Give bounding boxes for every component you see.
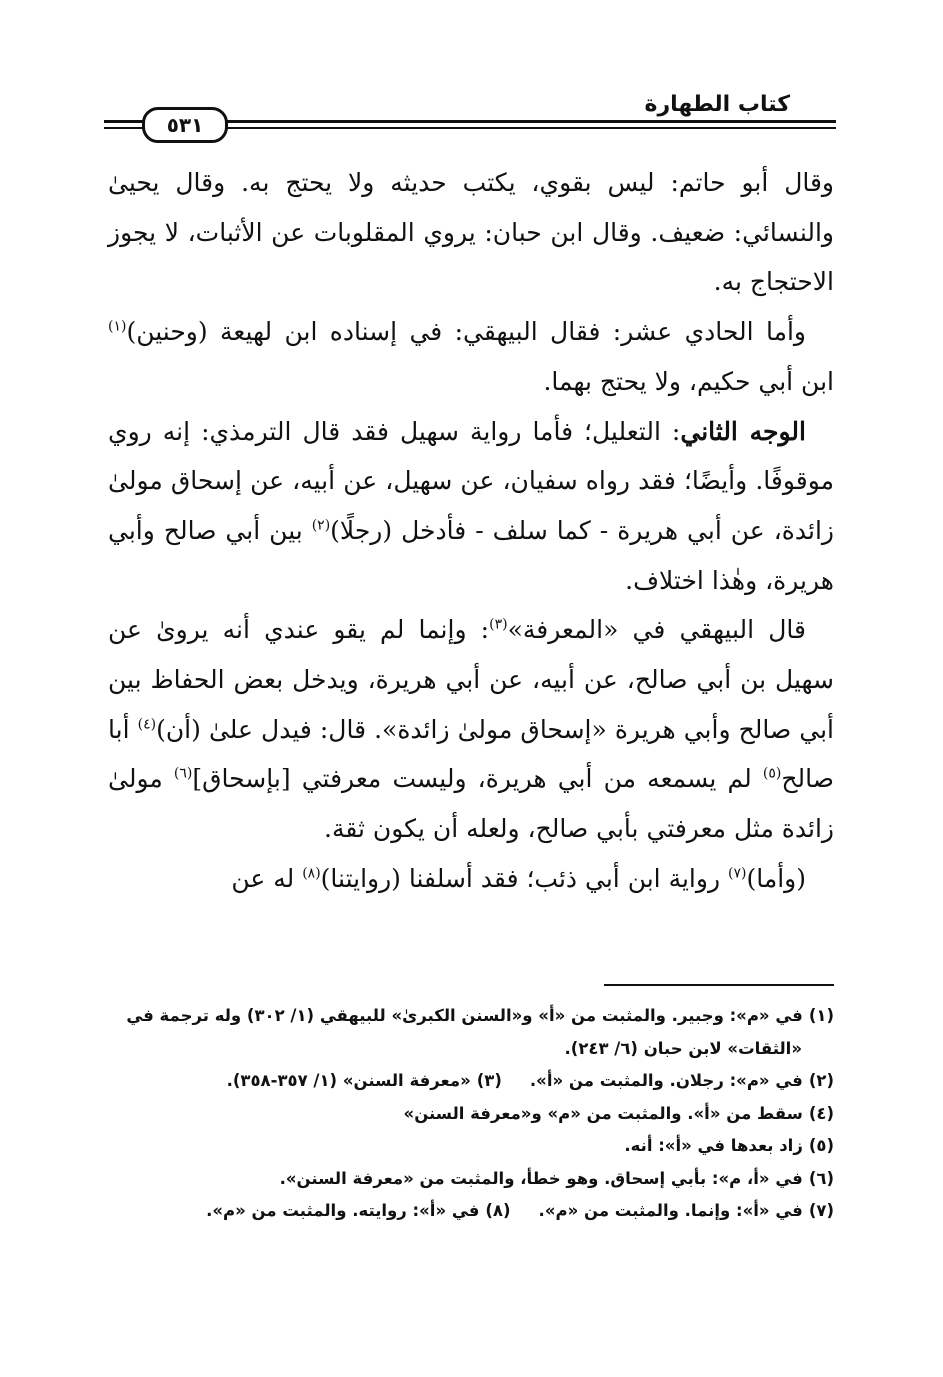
footnote-text: في «م»: وجبير. والمثبت من «أ» و«السنن الكبرىٰ» للبيهقي (١/ ٣٠٢) وله ترجمة في — [126, 1006, 803, 1025]
footnote-separator — [604, 984, 834, 986]
footnote-marker[interactable]: (٦) — [173, 766, 193, 783]
footnote-number: (١) — [808, 1006, 834, 1025]
paragraph-text: قال البيهقي في «المعرفة» — [507, 615, 807, 645]
footnote-text: في «م»: رجلان. والمثبت من «أ». — [529, 1071, 803, 1090]
footnote-number: (٨) — [485, 1201, 511, 1220]
main-text — [108, 158, 834, 904]
paragraph-1 — [108, 158, 834, 307]
footnote-text: في «أ، م»: بأبي إسحاق. وهو خطأ، والمثبت من «معرفة السنن». — [279, 1168, 803, 1188]
paragraph-text: وقال أبو حاتم: ليس بقوي، يكتب حديثه ولا يحتج به. وقال يحيىٰ والنسائي: ضعيف. وقال ابن حبان: يروي المقلوبات عن الأثبات، لا يجوز الاحتجاج به. — [108, 168, 834, 297]
footnote-number: (٢) — [808, 1071, 834, 1090]
footnote-marker[interactable]: (١) — [108, 318, 127, 335]
footnote-marker[interactable]: (٥) — [762, 766, 782, 783]
footnote-marker[interactable]: (٨) — [302, 865, 321, 882]
footnote-number: (٤) — [808, 1103, 834, 1123]
paragraph-text: لم يسمعه من أبي هريرة، وليست معرفتي [بإسحاق] — [192, 764, 763, 794]
paragraph-text: : التعليل؛ فأما رواية سهيل فقد قال الترمذي: إنه روي موقوفًا. وأيضًا؛ فقد رواه سفيان، عن سهيل، عن أبيه، عن إسحاق مولىٰ زائدة، عن أبي هريرة - كما سلف - فأدخل (رجلًا) — [108, 416, 834, 545]
footnote-text: زاد بعدها في «أ»: أنه. — [624, 1136, 803, 1155]
footnote-number: (٥) — [808, 1136, 834, 1155]
paragraph-text: : وإنما لم يقو عندي أنه يرویٰ عن سهيل بن أبي صالح، عن أبيه، عن أبي هريرة، ويدخل بعض الحفاظ بين أبي صالح وأبي هريرة «إسحاق مولىٰ زائدة». قال: فيدل علىٰ (أن) — [108, 615, 834, 744]
footnote-1-continued — [108, 1033, 834, 1066]
footnote-number: (٦) — [808, 1168, 834, 1188]
page-number: ٥٣١ — [142, 107, 228, 143]
footnote-5 — [108, 1130, 834, 1163]
paragraph-3 — [108, 407, 834, 606]
footnote-marker[interactable]: (٤) — [137, 716, 157, 733]
footnote-text: «معرفة السنن» (١/ ٣٥٧-٣٥٨). — [226, 1071, 471, 1090]
paragraph-text: بين أبي صالح وأبي هريرة، وهٰذا اختلاف. — [108, 515, 834, 595]
paragraph-text: مولىٰ زائدة مثل معرفتي بأبي صالح، ولعله أن يكون ثقة. — [108, 764, 834, 844]
footnote-6 — [108, 1163, 834, 1196]
footnote-marker[interactable]: (٧) — [727, 865, 747, 882]
paragraph-text: ابن أبي حكيم، ولا يحتج بهما. — [543, 366, 834, 396]
footnote-text: سقط من «أ». والمثبت من «م» و«معرفة السنن» — [403, 1103, 803, 1123]
footnote-1 — [108, 1000, 834, 1033]
footnote-2-3 — [108, 1065, 834, 1098]
paragraph-text: وأما الحادي عشر: فقال البيهقي: في إسناده ابن لهيعة (وحنين) — [126, 317, 806, 347]
footnote-number: (٣) — [476, 1071, 502, 1090]
paragraph-text: له عن — [231, 863, 303, 893]
footnote-number: (٧) — [808, 1201, 834, 1220]
footnote-text: في «أ»: روايته. والمثبت من «م». — [206, 1201, 480, 1220]
footnotes — [108, 1000, 834, 1228]
footnote-text: في «أ»: وإنما. والمثبت من «م». — [538, 1201, 803, 1220]
footnote-text: «الثقات» لابن حبان (٦/ ٢٤٣). — [564, 1038, 802, 1058]
paragraph-text: رواية ابن أبي ذئب؛ فقد أسلفنا (روايتنا) — [320, 863, 728, 893]
paragraph-text: أبا صالح — [108, 714, 834, 794]
footnote-marker[interactable]: (٣) — [489, 617, 508, 633]
paragraph-2 — [108, 307, 834, 406]
footnote-4 — [108, 1098, 834, 1131]
footnote-marker[interactable]: (٢) — [311, 517, 331, 534]
section-lead: الوجه الثاني — [680, 416, 806, 446]
footnote-7-8 — [108, 1195, 834, 1228]
paragraph-4 — [108, 605, 834, 854]
running-title: كتاب الطهارة — [639, 92, 796, 117]
page-header — [104, 92, 836, 140]
paragraph-5 — [108, 854, 834, 904]
paragraph-text: (وأما) — [746, 863, 806, 893]
